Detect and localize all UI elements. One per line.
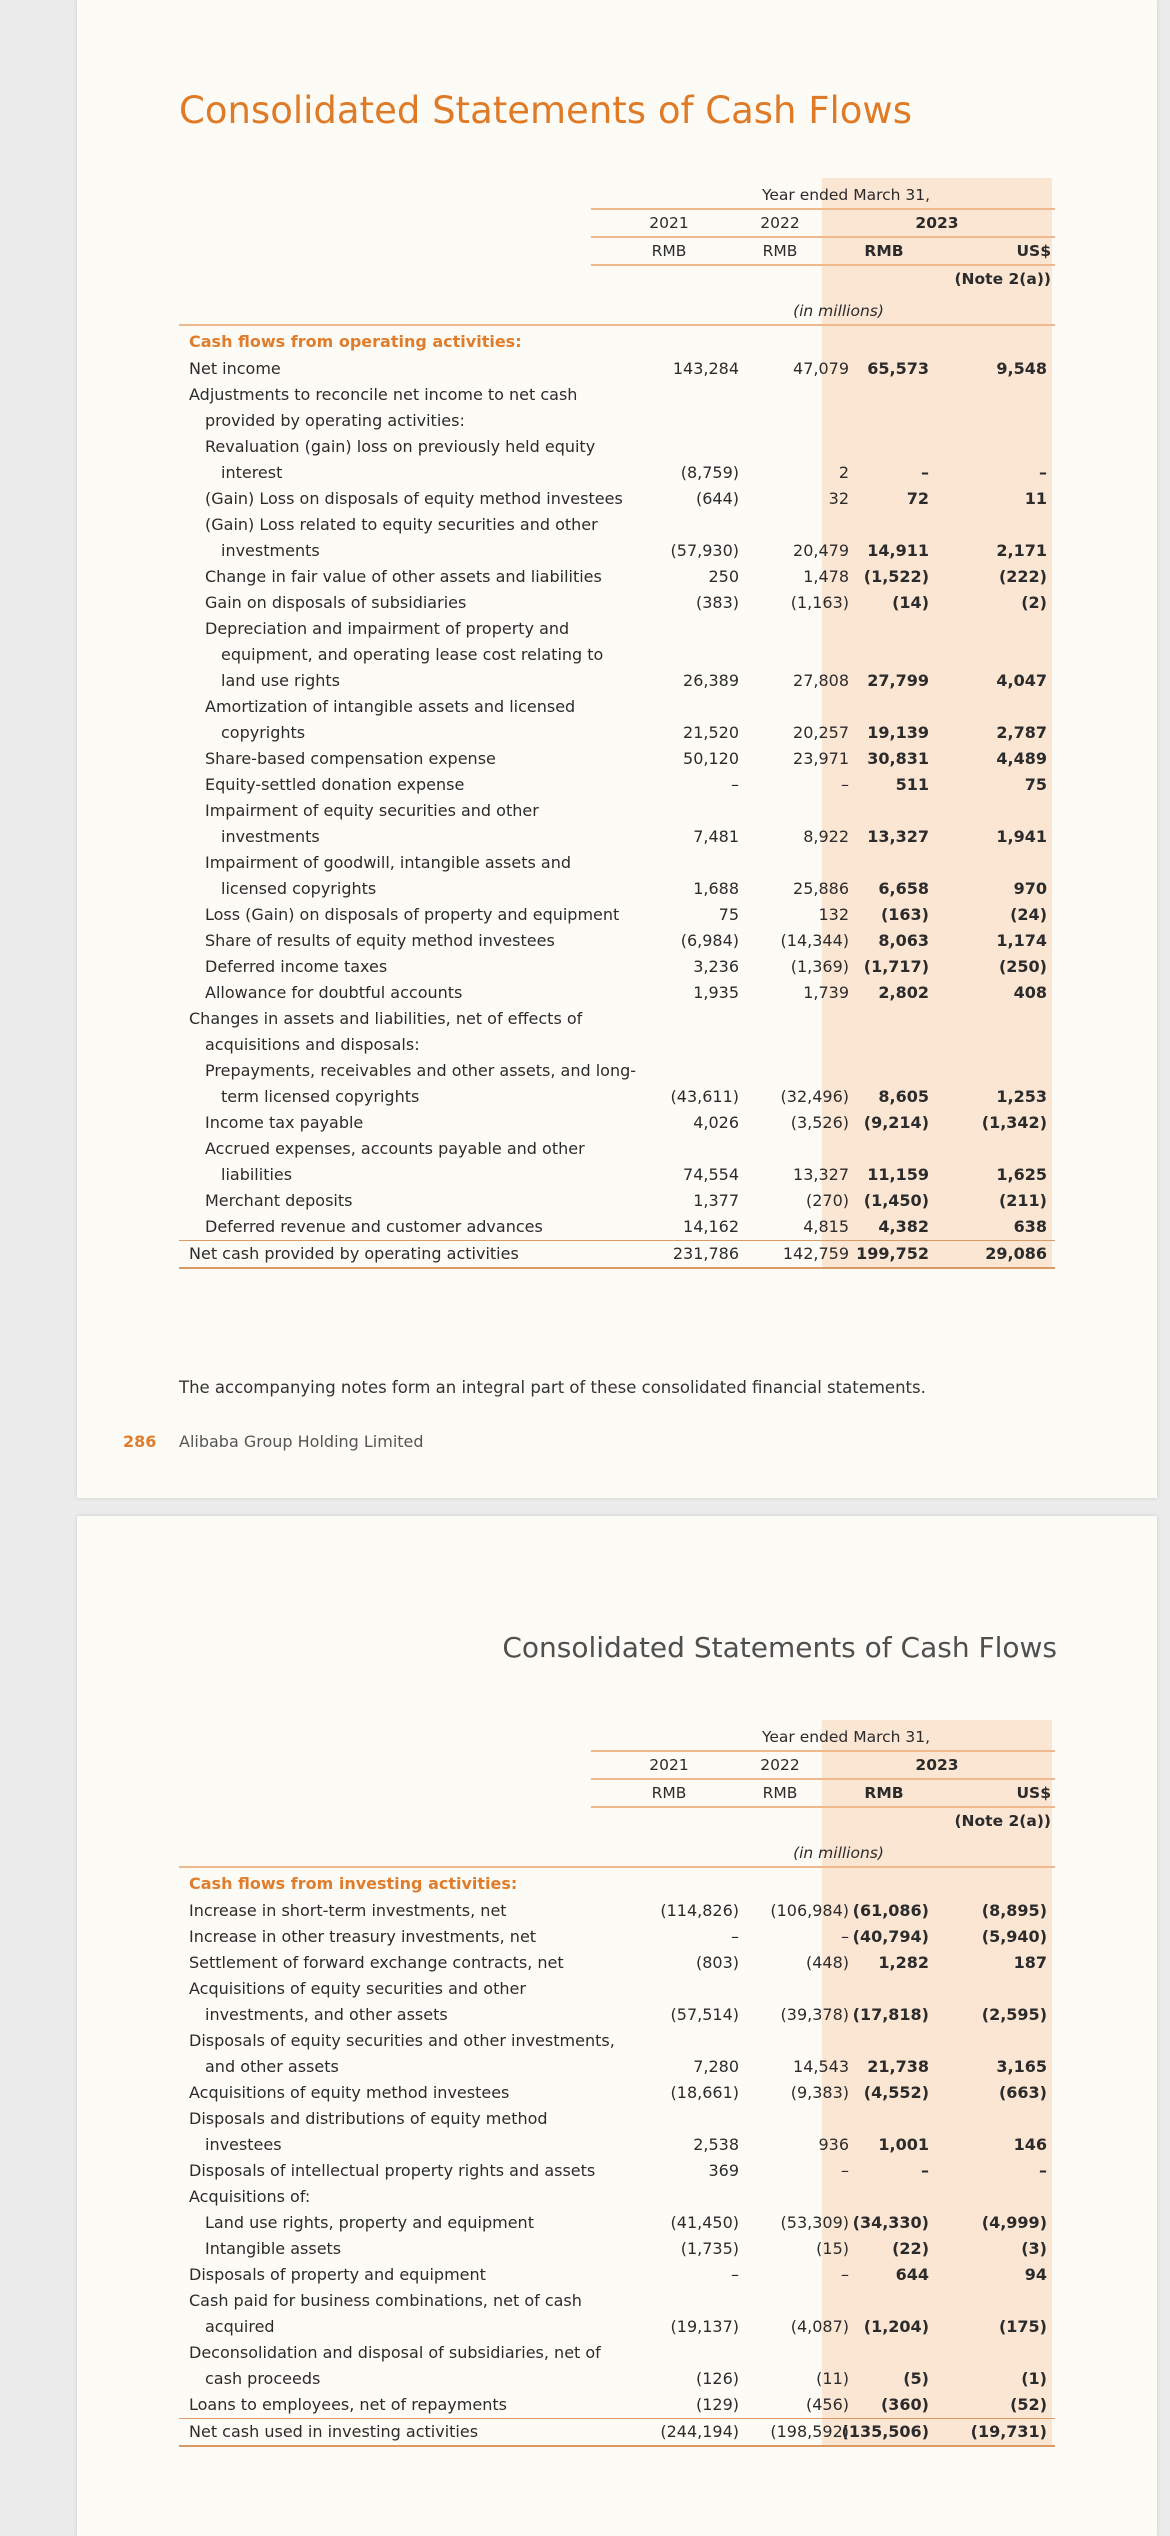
value-2021-rmb: (6,984) [680, 931, 739, 950]
value-2022-rmb: 1,478 [803, 567, 849, 586]
table-row [179, 928, 1055, 954]
value-2023-usd: 970 [1013, 879, 1047, 898]
page-title: Consolidated Statements of Cash Flows [179, 88, 912, 132]
value-2023-rmb: 11,159 [867, 1165, 929, 1184]
value-2022-rmb: (32,496) [780, 1087, 849, 1106]
value-2023-rmb: 14,911 [867, 541, 929, 560]
value-2021-rmb: 1,688 [693, 879, 739, 898]
value-2023-rmb: (9,214) [863, 1113, 929, 1132]
year-ended-label: Year ended March 31, [761, 186, 931, 204]
row-label: Impairment of equity securities and other investments [205, 801, 539, 846]
table-row [179, 434, 1055, 486]
value-2023-rmb: 8,063 [878, 931, 929, 950]
header-rule [179, 1866, 1055, 1868]
value-2023-usd: 11 [1024, 489, 1047, 508]
table-header [179, 1720, 1055, 1870]
table-row [179, 356, 1055, 382]
value-2022-rmb: (3,526) [790, 1113, 849, 1132]
table-header [179, 178, 1055, 328]
currency-rmb-2023: RMB [864, 1784, 904, 1802]
value-2023-usd: (8,895) [981, 1901, 1047, 1920]
value-2022-rmb: (1,369) [790, 957, 849, 976]
value-2022-rmb: – [841, 775, 849, 794]
table-row [179, 2288, 1055, 2340]
year-ended-label: Year ended March 31, [761, 1728, 931, 1746]
table-row [179, 2184, 1055, 2210]
value-2021-rmb: 7,280 [693, 2057, 739, 2076]
value-2023-usd: (250) [998, 957, 1047, 976]
header-rule [591, 1778, 1055, 1780]
table-row [179, 486, 1055, 512]
value-2023-rmb: 30,831 [867, 749, 929, 768]
table-row [179, 2236, 1055, 2262]
row-label: Equity-settled donation expense [205, 775, 465, 794]
value-2023-usd: 638 [1013, 1217, 1047, 1236]
value-2023-rmb: 19,139 [867, 723, 929, 742]
row-label: Merchant deposits [205, 1191, 353, 1210]
value-2021-rmb: (18,661) [670, 2083, 739, 2102]
value-2023-usd: 1,174 [996, 931, 1047, 950]
row-label: Disposals of equity securities and other investments, and other assets [189, 2031, 615, 2076]
row-label: Settlement of forward exchange contracts, net [189, 1953, 564, 1972]
value-2023-usd: (52) [1010, 2395, 1047, 2414]
row-label: Deferred revenue and customer advances [205, 1217, 543, 1236]
value-2023-rmb: (163) [880, 905, 929, 924]
row-label: Changes in assets and liabilities, net of effects of acquisitions and disposals: [189, 1009, 583, 1054]
table-row [179, 1950, 1055, 1976]
value-2023-rmb: – [921, 2161, 929, 2180]
value-2023-usd: (663) [998, 2083, 1047, 2102]
page-title: Consolidated Statements of Cash Flows [502, 1631, 1057, 1665]
section-heading: Cash flows from investing activities: [189, 1874, 518, 1893]
value-2023-rmb: (40,794) [852, 1927, 929, 1946]
header-rule [591, 1806, 1055, 1808]
row-label: Gain on disposals of subsidiaries [205, 593, 467, 612]
value-2023-usd: 9,548 [996, 359, 1047, 378]
value-2023-rmb: (1,717) [863, 957, 929, 976]
value-2021-rmb: 231,786 [672, 1244, 739, 1263]
value-2023-rmb: 27,799 [867, 671, 929, 690]
value-2023-rmb: (1,204) [863, 2317, 929, 2336]
table-row [179, 1058, 1055, 1110]
value-2022-rmb: (106,984) [770, 1901, 849, 1920]
table-row [179, 590, 1055, 616]
value-2023-usd: 3,165 [996, 2057, 1047, 2076]
value-2023-rmb: (360) [880, 2395, 929, 2414]
table-row [179, 2210, 1055, 2236]
row-label: Acquisitions of equity securities and other investments, and other assets [189, 1979, 526, 2024]
value-2023-rmb: 199,752 [856, 1244, 929, 1263]
value-2022-rmb: 2 [838, 463, 849, 482]
value-2022-rmb: 47,079 [793, 359, 849, 378]
table-row [179, 564, 1055, 590]
currency-rmb-2021: RMB [651, 1784, 687, 1802]
value-2023-usd: 4,489 [996, 749, 1047, 768]
value-2023-usd: 2,787 [996, 723, 1047, 742]
total-row [179, 1240, 1055, 1269]
value-2021-rmb: (114,826) [660, 1901, 739, 1920]
row-label: Share of results of equity method investees [205, 931, 555, 950]
value-2022-rmb: 142,759 [782, 1244, 849, 1263]
value-2023-rmb: (5) [903, 2369, 929, 2388]
company-name: Alibaba Group Holding Limited [179, 1432, 424, 1451]
value-2022-rmb: 1,739 [803, 983, 849, 1002]
row-label: (Gain) Loss related to equity securities and other investments [205, 515, 598, 560]
table-row [179, 616, 1055, 694]
value-2023-usd: 29,086 [985, 1244, 1047, 1263]
value-2021-rmb: 1,935 [693, 983, 739, 1002]
table-row [179, 850, 1055, 902]
value-2022-rmb: 4,815 [803, 1217, 849, 1236]
value-2023-rmb: (34,330) [852, 2213, 929, 2232]
table-row [179, 746, 1055, 772]
row-label: Prepayments, receivables and other assets, and long-term licensed copyrights [205, 1061, 637, 1106]
row-label: Share-based compensation expense [205, 749, 496, 768]
table-row [179, 382, 1055, 434]
value-2023-usd: 75 [1024, 775, 1047, 794]
row-label: Disposals and distributions of equity method investees [189, 2109, 548, 2154]
row-label: Cash paid for business combinations, net of cash acquired [189, 2291, 582, 2336]
value-2023-rmb: (22) [892, 2239, 929, 2258]
value-2023-usd: 187 [1013, 1953, 1047, 1972]
value-2022-rmb: 32 [828, 489, 849, 508]
total-row [179, 2418, 1055, 2447]
header-rule [591, 1750, 1055, 1752]
value-2022-rmb: 23,971 [793, 749, 849, 768]
row-label: Loss (Gain) on disposals of property and equipment [205, 905, 620, 924]
value-2022-rmb: 132 [818, 905, 849, 924]
value-2022-rmb: (270) [805, 1191, 849, 1210]
table-row [179, 1006, 1055, 1058]
table-row [179, 1110, 1055, 1136]
section-heading: Cash flows from operating activities: [189, 332, 522, 351]
value-2023-rmb: (17,818) [852, 2005, 929, 2024]
cash-flow-table [179, 1720, 1055, 2447]
value-2021-rmb: 1,377 [693, 1191, 739, 1210]
header-rule [179, 324, 1055, 326]
currency-usd-2023: US$ [1016, 1784, 1051, 1802]
header-rule [591, 236, 1055, 238]
year-2021: 2021 [649, 1756, 689, 1774]
value-2021-rmb: (244,194) [660, 2422, 739, 2441]
value-2022-rmb: 936 [818, 2135, 849, 2154]
value-2022-rmb: (448) [805, 1953, 849, 1972]
value-2023-usd: (2) [1021, 593, 1047, 612]
value-2022-rmb: – [841, 1927, 849, 1946]
value-2023-usd: (24) [1010, 905, 1047, 924]
value-2021-rmb: (57,930) [670, 541, 739, 560]
table-row [179, 902, 1055, 928]
row-label: Disposals of intellectual property rights and assets [189, 2161, 596, 2180]
table-row [179, 980, 1055, 1006]
value-2022-rmb: (15) [816, 2239, 849, 2258]
value-2022-rmb: (4,087) [790, 2317, 849, 2336]
value-2022-rmb: (198,592) [770, 2422, 849, 2441]
row-label: Acquisitions of equity method investees [189, 2083, 510, 2102]
usd-note: (Note 2(a)) [954, 1812, 1051, 1830]
value-2021-rmb: (19,137) [670, 2317, 739, 2336]
currency-rmb-2023: RMB [864, 242, 904, 260]
statement-page-1 [77, 0, 1157, 1498]
row-label: Accrued expenses, accounts payable and other liabilities [205, 1139, 585, 1184]
value-2023-rmb: 644 [895, 2265, 929, 2284]
value-2023-usd: 1,253 [996, 1087, 1047, 1106]
row-label: Disposals of property and equipment [189, 2265, 486, 2284]
table-row [179, 798, 1055, 850]
value-2022-rmb: 25,886 [793, 879, 849, 898]
value-2021-rmb: 4,026 [693, 1113, 739, 1132]
value-2022-rmb: 20,479 [793, 541, 849, 560]
table-body [179, 356, 1055, 1269]
value-2021-rmb: (644) [695, 489, 739, 508]
value-2023-rmb: 72 [906, 489, 929, 508]
table-row [179, 2340, 1055, 2392]
table-row [179, 1924, 1055, 1950]
value-2023-usd: (5,940) [981, 1927, 1047, 1946]
value-2022-rmb: 14,543 [793, 2057, 849, 2076]
row-label: Adjustments to reconcile net income to net cash provided by operating activities: [189, 385, 578, 430]
value-2023-usd: – [1039, 2161, 1047, 2180]
value-2023-rmb: 21,738 [867, 2057, 929, 2076]
value-2023-usd: 2,171 [996, 541, 1047, 560]
value-2023-usd: 146 [1013, 2135, 1047, 2154]
value-2023-rmb: 511 [895, 775, 929, 794]
value-2022-rmb: (1,163) [790, 593, 849, 612]
header-rule [591, 264, 1055, 266]
value-2021-rmb: (57,514) [670, 2005, 739, 2024]
year-2022: 2022 [760, 1756, 800, 1774]
row-label: Deconsolidation and disposal of subsidiaries, net of cash proceeds [189, 2343, 601, 2388]
value-2023-usd: 1,941 [996, 827, 1047, 846]
row-label: Increase in short-term investments, net [189, 1901, 507, 1920]
value-2021-rmb: 26,389 [683, 671, 739, 690]
row-label: Depreciation and impairment of property and equipment, and operating lease cost relating to land use rights [205, 619, 604, 690]
value-2023-rmb: 1,282 [878, 1953, 929, 1972]
value-2023-rmb: (1,522) [863, 567, 929, 586]
cash-flow-table [179, 178, 1055, 1269]
value-2023-usd: (1,342) [981, 1113, 1047, 1132]
value-2023-rmb: 65,573 [867, 359, 929, 378]
value-2023-rmb: 1,001 [878, 2135, 929, 2154]
row-label: Land use rights, property and equipment [205, 2213, 534, 2232]
value-2022-rmb: (14,344) [780, 931, 849, 950]
header-rule [591, 208, 1055, 210]
value-2022-rmb: (456) [805, 2395, 849, 2414]
value-2021-rmb: 143,284 [672, 359, 739, 378]
row-label: Net income [189, 359, 281, 378]
value-2023-rmb: (4,552) [863, 2083, 929, 2102]
table-row [179, 2158, 1055, 2184]
table-row [179, 772, 1055, 798]
year-2023: 2023 [915, 1756, 959, 1774]
row-label: Change in fair value of other assets and liabilities [205, 567, 602, 586]
value-2021-rmb: 7,481 [693, 827, 739, 846]
row-label: Allowance for doubtful accounts [205, 983, 463, 1002]
value-2022-rmb: 20,257 [793, 723, 849, 742]
value-2021-rmb: 50,120 [683, 749, 739, 768]
value-2023-rmb: 6,658 [878, 879, 929, 898]
table-row [179, 2392, 1055, 2418]
value-2022-rmb: (11) [816, 2369, 849, 2388]
units-label: (in millions) [793, 302, 884, 320]
value-2023-rmb: (135,506) [841, 2422, 929, 2441]
value-2021-rmb: 74,554 [683, 1165, 739, 1184]
value-2023-usd: (222) [998, 567, 1047, 586]
value-2021-rmb: 14,162 [683, 1217, 739, 1236]
currency-rmb-2021: RMB [651, 242, 687, 260]
value-2023-rmb: – [921, 463, 929, 482]
value-2021-rmb: (43,611) [670, 1087, 739, 1106]
value-2022-rmb: (9,383) [790, 2083, 849, 2102]
value-2023-rmb: 13,327 [867, 827, 929, 846]
value-2021-rmb: 2,538 [693, 2135, 739, 2154]
row-label: Intangible assets [205, 2239, 342, 2258]
year-2021: 2021 [649, 214, 689, 232]
value-2023-usd: (211) [998, 1191, 1047, 1210]
value-2021-rmb: 21,520 [683, 723, 739, 742]
value-2021-rmb: (803) [695, 1953, 739, 1972]
year-2022: 2022 [760, 214, 800, 232]
table-row [179, 2080, 1055, 2106]
currency-usd-2023: US$ [1016, 242, 1051, 260]
table-row [179, 2028, 1055, 2080]
value-2023-usd: (1) [1021, 2369, 1047, 2388]
value-2021-rmb: (1,735) [680, 2239, 739, 2258]
table-row [179, 694, 1055, 746]
table-row [179, 1136, 1055, 1188]
value-2021-rmb: – [731, 1927, 739, 1946]
value-2022-rmb: 13,327 [793, 1165, 849, 1184]
table-row [179, 512, 1055, 564]
row-label: Acquisitions of: [189, 2187, 311, 2206]
value-2021-rmb: 250 [708, 567, 739, 586]
table-row [179, 954, 1055, 980]
value-2021-rmb: – [731, 2265, 739, 2284]
value-2023-rmb: (14) [892, 593, 929, 612]
row-label: Revaluation (gain) loss on previously held equity interest [205, 437, 596, 482]
units-label: (in millions) [793, 1844, 884, 1862]
value-2023-rmb: (1,450) [863, 1191, 929, 1210]
page-number: 286 [123, 1432, 157, 1451]
value-2021-rmb: 369 [708, 2161, 739, 2180]
table-row [179, 1976, 1055, 2028]
value-2023-usd: 408 [1013, 983, 1047, 1002]
value-2023-usd: (175) [998, 2317, 1047, 2336]
row-label: Increase in other treasury investments, net [189, 1927, 537, 1946]
row-label: Deferred income taxes [205, 957, 388, 976]
value-2023-usd: (2,595) [981, 2005, 1047, 2024]
row-label: Net cash provided by operating activities [189, 1244, 519, 1263]
value-2022-rmb: 27,808 [793, 671, 849, 690]
table-row [179, 2262, 1055, 2288]
row-label: Net cash used in investing activities [189, 2422, 479, 2441]
value-2023-usd: (4,999) [981, 2213, 1047, 2232]
row-label: (Gain) Loss on disposals of equity method investees [205, 489, 623, 508]
value-2022-rmb: 8,922 [803, 827, 849, 846]
currency-rmb-2022: RMB [762, 242, 798, 260]
value-2022-rmb: (53,309) [780, 2213, 849, 2232]
usd-note: (Note 2(a)) [954, 270, 1051, 288]
value-2023-rmb: 4,382 [878, 1217, 929, 1236]
row-label: Amortization of intangible assets and licensed copyrights [205, 697, 576, 742]
table-row [179, 1188, 1055, 1214]
footnote: The accompanying notes form an integral part of these consolidated financial statements. [179, 1378, 926, 1397]
value-2022-rmb: (39,378) [780, 2005, 849, 2024]
currency-rmb-2022: RMB [762, 1784, 798, 1802]
value-2023-usd: 94 [1024, 2265, 1047, 2284]
value-2021-rmb: (8,759) [680, 463, 739, 482]
value-2021-rmb: 75 [718, 905, 739, 924]
value-2022-rmb: – [841, 2161, 849, 2180]
value-2021-rmb: (126) [695, 2369, 739, 2388]
row-label: Loans to employees, net of repayments [189, 2395, 507, 2414]
table-row [179, 1214, 1055, 1240]
table-row [179, 2106, 1055, 2158]
row-label: Income tax payable [205, 1113, 364, 1132]
row-label: Impairment of goodwill, intangible assets and licensed copyrights [205, 853, 571, 898]
value-2021-rmb: 3,236 [693, 957, 739, 976]
table-row [179, 1898, 1055, 1924]
statement-page-2 [77, 1516, 1157, 2536]
value-2021-rmb: (41,450) [670, 2213, 739, 2232]
year-2023: 2023 [915, 214, 959, 232]
value-2023-rmb: 2,802 [878, 983, 929, 1002]
value-2021-rmb: – [731, 775, 739, 794]
value-2023-usd: – [1039, 463, 1047, 482]
value-2023-usd: (3) [1021, 2239, 1047, 2258]
value-2023-rmb: 8,605 [878, 1087, 929, 1106]
value-2023-usd: 4,047 [996, 671, 1047, 690]
value-2022-rmb: – [841, 2265, 849, 2284]
value-2021-rmb: (129) [695, 2395, 739, 2414]
value-2023-rmb: (61,086) [852, 1901, 929, 1920]
value-2023-usd: (19,731) [970, 2422, 1047, 2441]
value-2023-usd: 1,625 [996, 1165, 1047, 1184]
table-body [179, 1898, 1055, 2447]
value-2021-rmb: (383) [695, 593, 739, 612]
